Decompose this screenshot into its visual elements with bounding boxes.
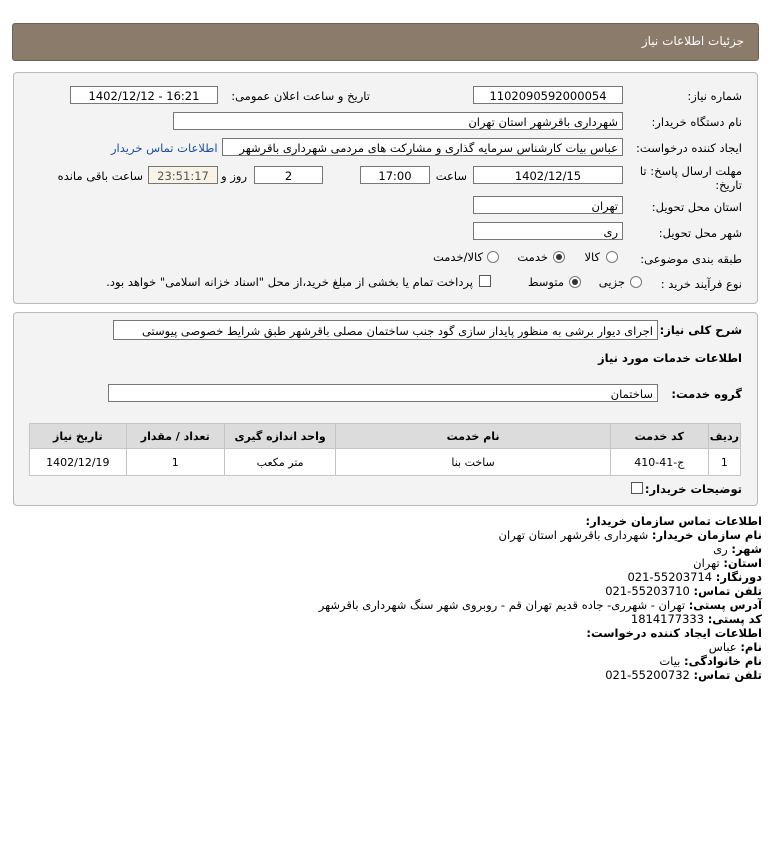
contact-city: شهر: ری <box>713 542 762 556</box>
description-panel <box>13 312 758 506</box>
description-field[interactable]: اجرای دیوار برشی به منظور پایدار سازی گود جنب ساختمان مصلی باقرشهر طبق شرایط خصوصی پیوستی <box>113 320 658 340</box>
buyer-notes-checkbox[interactable] <box>631 482 643 494</box>
treasury-payment-text: پرداخت تمام یا بخشی از مبلغ خرید،از محل "اسناد خزانه اسلامی" خواهد بود. <box>106 275 473 289</box>
province-field[interactable]: تهران <box>473 196 623 214</box>
page-title: جزئیات اطلاعات نیاز <box>641 34 744 48</box>
service-group-field[interactable]: ساختمان <box>108 384 658 402</box>
deadline-time-label: ساعت <box>435 169 467 183</box>
contact-phone: تلفن تماس: 55203710-021 <box>605 584 762 598</box>
process-medium-radio[interactable] <box>569 276 581 288</box>
contact-fax: دورنگار: 55203714-021 <box>627 570 762 584</box>
need-number-field[interactable]: 1102090592000054 <box>473 86 623 104</box>
col-unit: واحد اندازه گیری <box>224 424 336 449</box>
col-quantity: تعداد / مقدار <box>126 424 224 449</box>
cell-unit: متر مکعب <box>224 449 336 476</box>
city-field[interactable]: ری <box>473 222 623 240</box>
contact-province: استان: تهران <box>693 556 762 570</box>
cell-need-date: 1402/12/19 <box>30 449 127 476</box>
col-service-code: کد خدمت <box>610 424 708 449</box>
category-goods-radio[interactable] <box>606 251 618 263</box>
cell-service-name: ساخت بنا <box>336 449 610 476</box>
days-label: روز و <box>221 169 247 183</box>
category-service-label: خدمت <box>517 250 548 264</box>
buyer-label: نام دستگاه خریدار: <box>651 115 742 129</box>
deadline-time-field[interactable]: 17:00 <box>360 166 430 184</box>
remaining-time-field: 23:51:17 <box>148 166 218 184</box>
process-label: نوع فرآیند خرید : <box>660 277 742 291</box>
deadline-date-label: تاریخ: <box>715 178 742 192</box>
cell-quantity: 1 <box>126 449 224 476</box>
creator-field[interactable]: عباس بیات کارشناس سرمایه گذاری و مشارکت های مردمی شهرداری باقرشهر <box>222 138 623 156</box>
process-minor-radio[interactable] <box>630 276 642 288</box>
creator-last-name: نام خانوادگی: بیات <box>659 654 762 668</box>
city-label: شهر محل تحویل: <box>658 226 742 240</box>
col-row-number: ردیف <box>708 424 740 449</box>
remaining-days-field[interactable]: 2 <box>254 166 323 184</box>
contact-address: آدرس پستی: تهران - شهرری- جاده قدیم تهران قم - روبروی شهر سنگ شهرداری باقرشهر <box>318 598 762 612</box>
category-service-radio[interactable] <box>553 251 565 263</box>
contact-title: اطلاعات تماس سازمان خریدار: <box>585 514 762 528</box>
category-goods-label: کالا <box>584 250 600 264</box>
contact-org: نام سازمان خریدار: شهرداری باقرشهر استان تهران <box>498 528 762 542</box>
deadline-label: مهلت ارسال پاسخ: تا <box>639 164 742 178</box>
announce-label: تاریخ و ساعت اعلان عمومی: <box>231 89 370 103</box>
services-title: اطلاعات خدمات مورد نیاز <box>598 351 742 365</box>
col-service-name: نام خدمت <box>336 424 610 449</box>
cell-service-code: ج-41-410 <box>610 449 708 476</box>
buyer-notes-label: توضیحات خریدار: <box>644 482 742 496</box>
service-group-label: گروه خدمت: <box>671 387 742 401</box>
col-need-date: تاریخ نیاز <box>30 424 127 449</box>
announce-datetime-field[interactable]: 1402/12/12 - 16:21 <box>70 86 218 104</box>
process-medium-label: متوسط <box>527 275 564 289</box>
need-number-label: شماره نیاز: <box>687 89 742 103</box>
deadline-date-field[interactable]: 1402/12/15 <box>473 166 623 184</box>
category-goods-service-label: کالا/خدمت <box>432 250 483 264</box>
creator-phone: تلفن تماس: 55200732-021 <box>605 668 762 682</box>
cell-row-number: 1 <box>708 449 740 476</box>
table-row[interactable] <box>30 449 741 476</box>
creator-first-name: نام: عباس <box>708 640 762 654</box>
category-goods-service-radio[interactable] <box>487 251 499 263</box>
buyer-name-field[interactable]: شهرداری باقرشهر استان تهران <box>173 112 623 130</box>
creator-info-title: اطلاعات ایجاد کننده درخواست: <box>586 626 762 640</box>
process-minor-label: جزیی <box>598 275 625 289</box>
province-label: استان محل تحویل: <box>651 200 742 214</box>
contact-postal-code: کد پستی: 1814177333 <box>630 612 762 626</box>
table-header-row <box>30 424 741 449</box>
need-details-panel <box>13 72 758 304</box>
treasury-payment-checkbox[interactable] <box>479 275 491 287</box>
services-table <box>29 423 741 476</box>
category-label: طبقه بندی موضوعی: <box>640 252 742 266</box>
buyer-contact-link[interactable]: اطلاعات تماس خریدار <box>111 141 218 155</box>
creator-label: ایجاد کننده درخواست: <box>636 141 742 155</box>
page-header <box>12 23 759 61</box>
description-label: شرح کلی نیاز: <box>659 323 742 337</box>
remaining-label: ساعت باقی مانده <box>57 169 143 183</box>
